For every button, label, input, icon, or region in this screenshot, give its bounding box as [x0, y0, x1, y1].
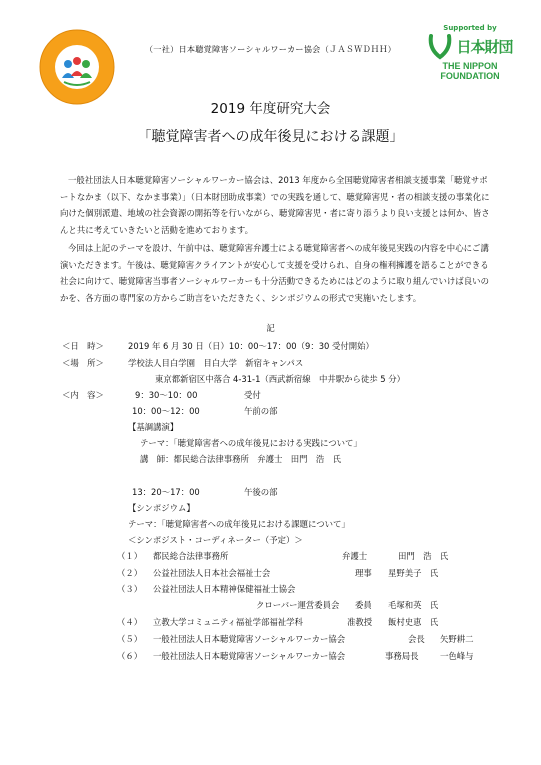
panelist-name: 飯村史恵 氏 — [388, 617, 439, 627]
am-time: 10：00～12：00 — [132, 406, 200, 416]
nippon-foundation-icon — [427, 33, 453, 61]
panelist-name: 矢野耕二 — [440, 634, 474, 644]
panelist-org: 公益社団法人日本精神保健福祉士協会 — [153, 584, 296, 594]
panelist-name: 毛塚和英 氏 — [388, 600, 439, 610]
panelist-org: 一般社団法人日本聴覚障害ソーシャルワーカー協会 — [153, 634, 346, 644]
panelist-number: （６） — [117, 651, 143, 661]
panelist-number: （３） — [117, 584, 143, 594]
panelist-org: 一般社団法人日本聴覚障害ソーシャルワーカー協会 — [153, 651, 346, 661]
reception-label: 受付 — [244, 390, 261, 400]
panelist-number: （２） — [117, 568, 143, 578]
panelist-name: 田門 浩 氏 — [398, 551, 449, 561]
panelist-title: 事務局長 — [385, 651, 419, 661]
supported-by-text: Supported by — [443, 24, 497, 32]
panelist-org: 都民総合法律事務所 — [153, 551, 229, 561]
panelist-title: 准教授 — [347, 617, 373, 627]
panelist-sub-org: クローバー運営委員会 — [256, 600, 340, 610]
intro-paragraph-1: 一般社団法人日本聴覚障害ソーシャルワーカー協会は、2013 年度から全国聴覚障害者相談支援事業「聴覚サポートなかま（以下、なかま事業）」（日本財団助成事業）での実践を通して、聴覚障害児・者の相談支援の事業化に向けた個別派遣、地域の社会資源の開拓等を行いながら、聴覚障害児・者に寄り添うより良い支援とは何か、皆さんと共に考えていきたいと活動を進めております。 — [60, 175, 490, 235]
keynote-speaker: 講 師：都民総合法律事務所 弁護士 田門 浩 氏 — [140, 454, 341, 464]
symposium-theme: テーマ：「聴覚障害者への成年後見における課題について」 — [128, 519, 350, 529]
panelist-name: 一色峰与 — [440, 651, 474, 661]
am-label: 午前の部 — [244, 406, 278, 416]
keynote-heading: 【基調講演】 — [128, 422, 179, 432]
pm-label: 午後の部 — [244, 487, 278, 497]
organization-name: （一社）日本聴覚障害ソーシャルワーカー協会（ＪＡＳＷＤＨＨ） — [144, 44, 397, 54]
panel-heading: ＜シンポジスト・コーディネーター（予定）＞ — [128, 535, 303, 545]
place-label: ＜場 所＞ — [62, 358, 104, 368]
panelist-name: 星野美子 氏 — [388, 568, 439, 578]
symposium-heading: 【シンポジウム】 — [128, 503, 195, 513]
nippon-line2: FOUNDATION — [440, 71, 500, 81]
panelist-title: 委員 — [355, 600, 372, 610]
panelist-title: 弁護士 — [342, 551, 368, 561]
panelist-title: 会長 — [408, 634, 425, 644]
ki-heading: 記 — [266, 323, 275, 333]
panelist-title: 理事 — [355, 568, 372, 578]
pm-time: 13：20～17：00 — [132, 487, 200, 497]
reception-time: 9：30～10：00 — [135, 390, 198, 400]
nippon-foundation-kanji: 日本財団 — [456, 37, 513, 56]
association-logo — [38, 28, 116, 106]
keynote-theme: テーマ：「聴覚障害者への成年後見における実践について」 — [140, 438, 362, 448]
panelist-number: （４） — [117, 617, 143, 627]
address: 東京都新宿区中落合 4-31-1（西武新宿線 中井駅から徒歩 5 分） — [155, 374, 406, 384]
panelist-org: 公益社団法人日本社会福祉士会 — [153, 568, 271, 578]
nippon-line1: THE NIPPON — [442, 61, 498, 71]
panelist-org: 立教大学コミュニティ福祉学部福祉学科 — [153, 617, 303, 627]
place-value: 学校法人目白学園 目白大学 新宿キャンパス — [128, 358, 304, 368]
intro-paragraph-2: 今回は上記のテーマを設け、午前中は、聴覚障害弁護士による聴覚障害者への成年後見実践の内容を中心にご講演いただきます。午後は、聴覚障害クライアントが安心して支援を受けられ、自身の権利擁護を語ることができる社会に向けて、聴覚障害当事者ソーシャルワーカーも十分活動できるためにはどのように取り組んでいけば良いのかを、各方面の専門家の方からご助言をいただきたく、シンポジウムの形式で実施いたします。 — [60, 243, 489, 303]
date-label: ＜日 時＞ — [62, 341, 104, 351]
nippon-foundation-logo — [424, 24, 516, 108]
event-title: 2019 年度研究大会 — [210, 101, 331, 117]
panelist-number: （５） — [117, 634, 143, 644]
date-value: 2019 年 6 月 30 日（日）10：00～17：00（9：30 受付開始） — [128, 341, 374, 351]
event-theme: 「聴覚障害者への成年後見における課題」 — [137, 129, 404, 145]
content-label: ＜内 容＞ — [62, 390, 104, 400]
panelist-number: （１） — [117, 551, 143, 561]
